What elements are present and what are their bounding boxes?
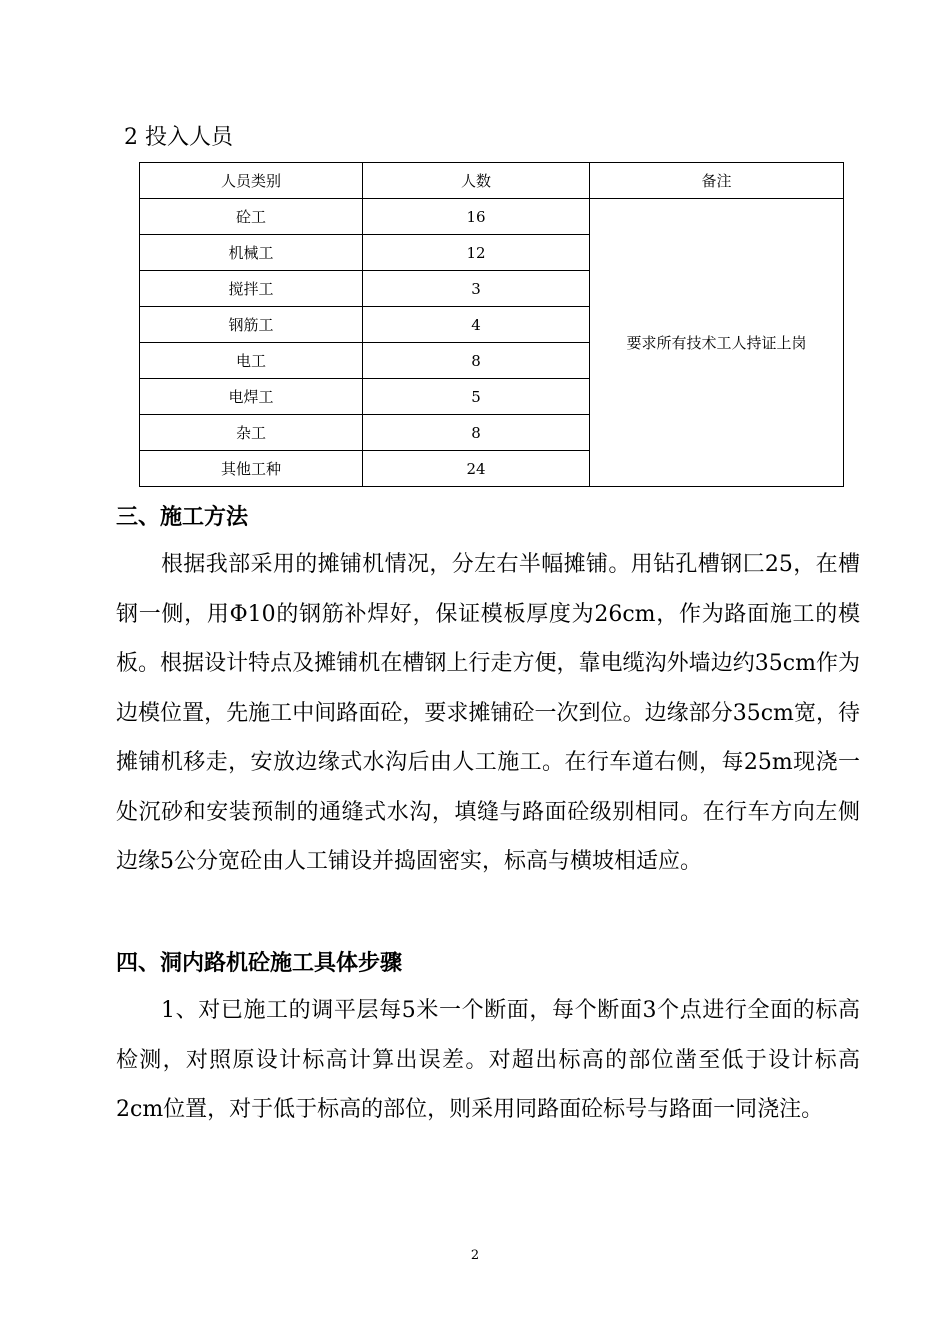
- paragraph-construction-method: 根据我部采用的摊铺机情况，分左右半幅摊铺。用钻孔槽钢匚25，在槽钢一侧，用Φ10的钢筋补焊好，保证模板厚度为26cm，作为路面施工的模板。根据设计特点及摊铺机在槽钢上行走方便，靠电缆沟外墙边约35cm作为边模位置，先施工中间路面砼，要求摊铺砼一次到位。边缘部分35cm宽，待摊铺机移走，安放边缘式水沟后由人工施工。在行车道右侧，每25m现浇一处沉砂和安装预制的通缝式水沟，填缝与路面砼级别相同。在行车方向左侧边缘5公分宽砼由人工铺设并捣固密实，标高与横坡相适应。: [116, 552, 860, 874]
- cell-count: 24: [363, 451, 590, 487]
- cell-count: 12: [363, 235, 590, 271]
- cell-remark: 要求所有技术工人持证上岗: [590, 199, 844, 487]
- cell-count: 4: [363, 307, 590, 343]
- cell-category: 搅拌工: [140, 271, 363, 307]
- paragraph-tunnel-steps: 1、对已施工的调平层每5米一个断面，每个断面3个点进行全面的标高检测，对照原设计标高计算出误差。对超出标高的部位凿至低于设计标高2cm位置，对于低于标高的部位，则采用同路面砼标号与路面一同浇注。: [116, 998, 860, 1122]
- cell-count: 8: [363, 415, 590, 451]
- cell-count: 5: [363, 379, 590, 415]
- header-count: 人数: [363, 163, 590, 199]
- cell-category: 砼工: [140, 199, 363, 235]
- cell-category: 钢筋工: [140, 307, 363, 343]
- section-heading-construction-method: 三、施工方法: [116, 504, 249, 530]
- section-heading-tunnel-steps: 四、洞内路机砼施工具体步骤: [116, 950, 403, 976]
- cell-count: 3: [363, 271, 590, 307]
- cell-category: 机械工: [140, 235, 363, 271]
- cell-count: 8: [363, 343, 590, 379]
- page-number: 2: [470, 1248, 480, 1263]
- header-category: 人员类别: [140, 163, 363, 199]
- cell-category: 电工: [140, 343, 363, 379]
- header-remark: 备注: [590, 163, 844, 199]
- cell-count: 16: [363, 199, 590, 235]
- cell-category: 其他工种: [140, 451, 363, 487]
- table-header-row: [140, 163, 844, 199]
- staff-table: [139, 162, 844, 487]
- cell-category: 杂工: [140, 415, 363, 451]
- cell-category: 电焊工: [140, 379, 363, 415]
- table-row: [140, 199, 844, 235]
- subheading-staff: 2 投入人员: [124, 125, 233, 150]
